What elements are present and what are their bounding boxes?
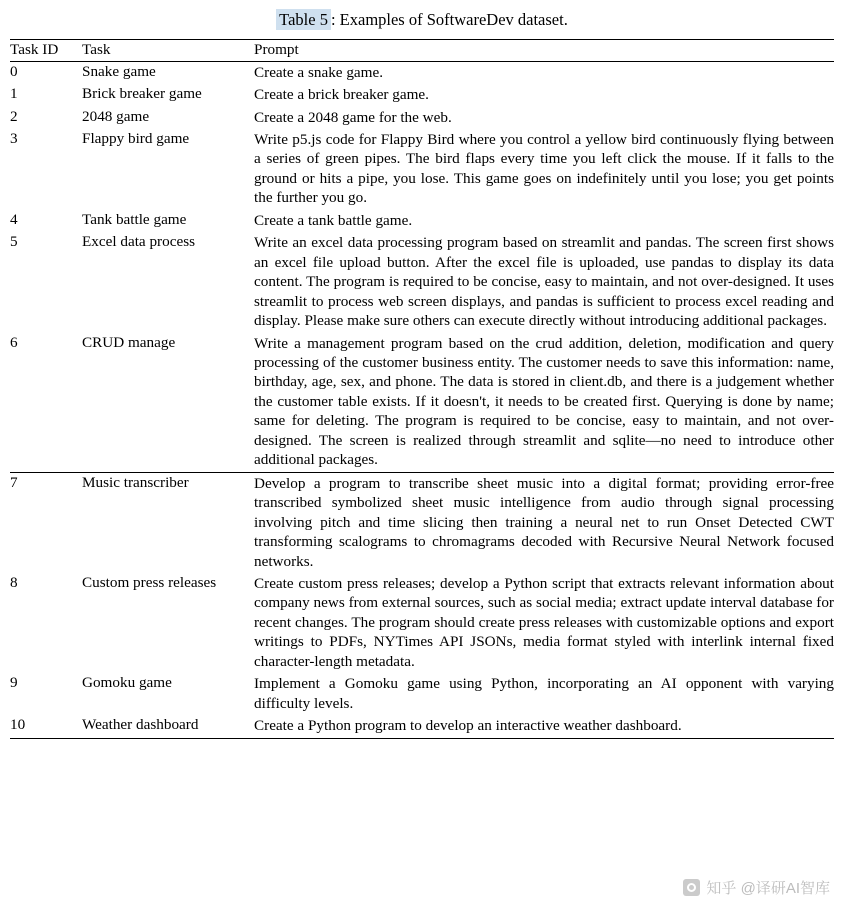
watermark-text: 知乎 @译研AI智库 [706, 880, 830, 897]
table-row [10, 472, 834, 573]
cell-prompt: Write a management program based on the crud addition, deletion, modification and query processing of the customer business entity. The customer needs to save this information: name, birthday, age, sex, and phone. The data is stored in client.db, and there is a judgement whether the customer table exists. If it doesn't, it needs to be created first. Querying is done by name; same for deleting. The program is required to be concise, easy to maintain, and not over-designed. The screen is realized through streamlit and sqlite—no need to introduce other additional packages. [254, 334, 834, 469]
cell-task: CRUD manage [82, 333, 176, 351]
cell-task: Brick breaker game [82, 85, 202, 103]
cell-task-id: 6 [10, 333, 18, 351]
cell-prompt: Create a Python program to develop an interactive weather dashboard. [254, 717, 682, 735]
cell-task-id: 8 [10, 573, 18, 591]
cell-task-id: 4 [10, 210, 18, 228]
cell-task-id: 10 [10, 716, 26, 734]
table-bottom-rule [10, 738, 834, 741]
table-row [10, 232, 834, 332]
caption-text: : Examples of SoftwareDev dataset. [330, 10, 568, 29]
cell-prompt: Write an excel data processing program based on streamlit and pandas. The screen first shows an excel file upload button. After the excel file is uploaded, use pandas to display its data content. The program is required to be concise, easy to maintain, and not over-designed. It uses streamlit to process web screen displays, and pandas is sufficient to process excel reading and display. Please make sure others can execute directly without introducing additional packages. [254, 234, 834, 330]
cell-task-id: 5 [10, 233, 18, 251]
cell-prompt: Implement a Gomoku game using Python, incorporating an AI opponent with varying difficulty levels. [254, 675, 834, 712]
table-number[interactable]: Table 5 [276, 9, 331, 30]
cell-task: 2048 game [82, 107, 150, 125]
cell-task: Gomoku game [82, 674, 172, 692]
cell-task-id: 3 [10, 129, 18, 147]
column-header-task-id: Task ID [10, 39, 82, 61]
cell-prompt: Create custom press releases; develop a Python script that extracts relevant information about company news from external sources, such as social media; extract update interval database for recent changes. The program should create press releases with customizable options and export writings to PDFs, NYTimes API JSONs, media format styled with interlink internal fixed character-length metadata. [254, 574, 834, 670]
table-row [10, 573, 834, 673]
table-caption [10, 10, 834, 31]
table-row [10, 129, 834, 210]
cell-task: Snake game [82, 62, 156, 80]
cell-task-id: 2 [10, 107, 18, 125]
cell-prompt: Create a tank battle game. [254, 211, 413, 229]
column-header-prompt: Prompt [254, 39, 834, 61]
cell-task-id: 1 [10, 85, 18, 103]
softwaredev-dataset-table [10, 39, 834, 741]
table-row [10, 61, 834, 84]
table-row [10, 715, 834, 738]
cell-task-id: 7 [10, 472, 82, 573]
watermark [683, 877, 830, 898]
watermark-logo-icon [683, 879, 700, 896]
table-row [10, 107, 834, 129]
cell-prompt: Develop a program to transcribe sheet music into a digital format; providing error-free transcribed symbolized sheet music intelligence from audio through signal processing involving pitch and time slicing then training a neural net to run Onset Detected CWT transforming scalograms to chromagrams decoded with Recursive Neural Network focused networks. [254, 472, 834, 573]
cell-task: Flappy bird game [82, 129, 190, 147]
cell-task: Custom press releases [82, 573, 217, 591]
cell-prompt: Create a 2048 game for the web. [254, 108, 452, 126]
cell-task: Tank battle game [82, 210, 187, 228]
table-row [10, 673, 834, 715]
cell-prompt: Write p5.js code for Flappy Bird where you control a yellow bird continuously flying between a series of green pipes. The bird flaps every time you left click the mouse. If it falls to the ground or hits a pipe, you lose. This game goes on indefinitely until you lose; you get points the further you go. [254, 130, 834, 207]
cell-prompt: Create a brick breaker game. [254, 86, 429, 104]
cell-task-id: 9 [10, 674, 18, 692]
table-row [10, 333, 834, 473]
cell-task: Excel data process [82, 233, 196, 251]
cell-task-id: 0 [10, 62, 18, 80]
cell-task: Music transcriber [82, 472, 254, 573]
cell-task: Weather dashboard [82, 716, 199, 734]
table-header-row [10, 39, 834, 61]
table-row [10, 210, 834, 232]
cell-prompt: Create a snake game. [254, 63, 384, 81]
column-header-task: Task [82, 39, 254, 61]
table-row [10, 84, 834, 106]
